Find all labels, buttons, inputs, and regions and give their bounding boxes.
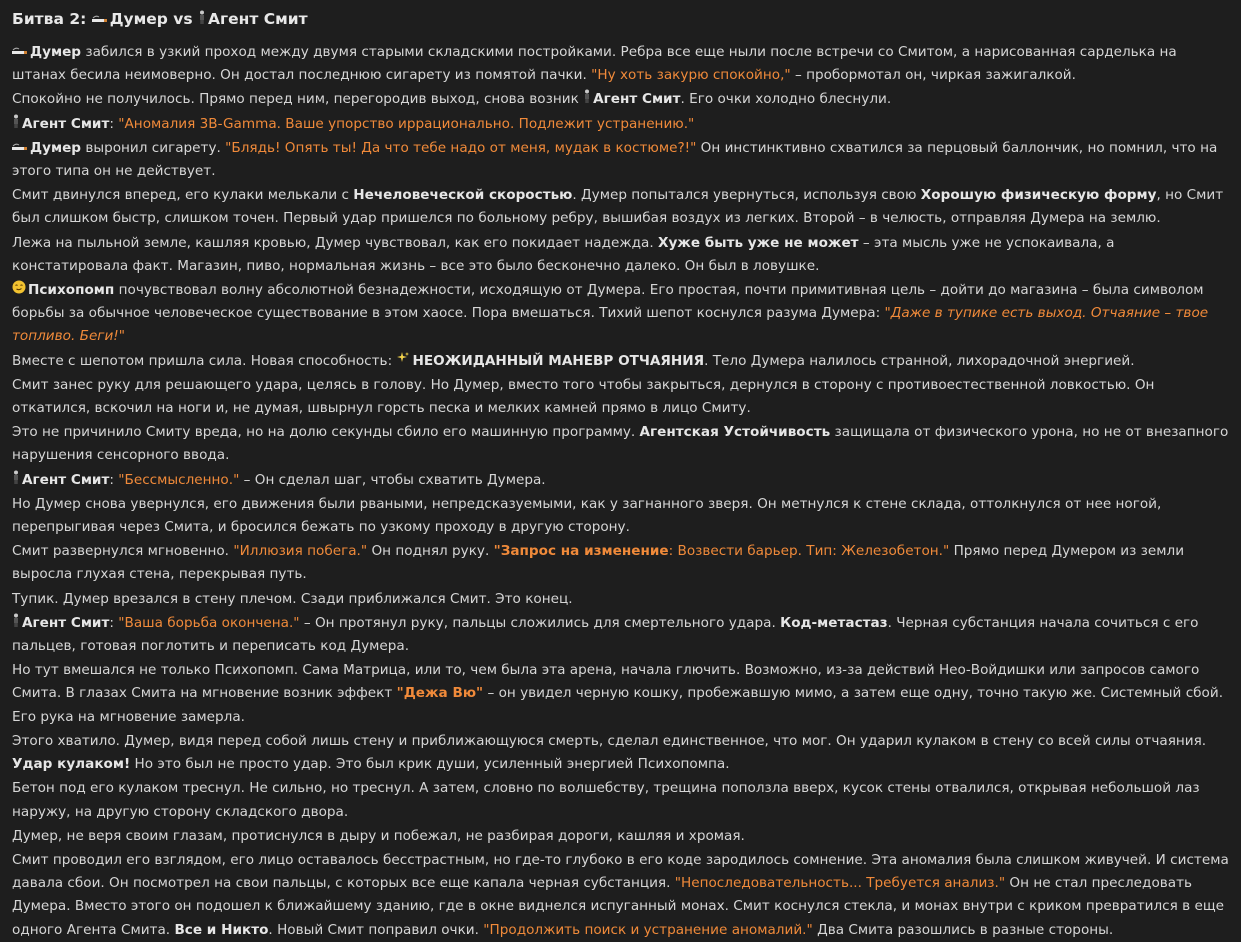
story-paragraph [12, 421, 1229, 467]
narration-text: Бетон под его кулаком треснул. Не сильно, но треснул. А затем, словно по волшебству, трещина поползла вверх, кусок стены отвалился, открывая небольшой лаз наружу, на другую сторону складского двора. [12, 780, 1200, 820]
narration-text: Прямо перед Думером из земли выросла глухая стена, перекрывая путь. [12, 543, 1185, 583]
narration-text: Думер, не веря своим глазам, протиснулся в дыру и побежал, не разбирая дороги, кашляя и хромая. [12, 827, 745, 844]
narration-text: Но Думер снова увернулся, его движения были рваными, непредсказуемыми, как у загнанного зверя. Он метнулся к стене склада, оттолкнулся от нее ногой, перепрыгивая через Смита, и бросился бежать по узкому проходу в другую сторону. [12, 495, 1162, 536]
narration-text: , но Смит был слишком быстр, слишком точен. Первый удар пришелся по больному ребру, вышибая воздух из легких. Второй – в челюсть, отправляя Думера на землю. [12, 187, 1224, 227]
bold-term: Удар кулаком! [12, 756, 131, 773]
narration-text: Это не причинило Смиту вреда, но на долю секунды сбило его машинную программу. [12, 424, 640, 441]
dialogue-quote: "Продолжить поиск и устранение аномалий." [483, 921, 813, 938]
narration-text: : [109, 115, 119, 132]
title-fighter-a: Думер [109, 10, 168, 28]
dialogue-quote: : Возвести барьер. Тип: Железобетон." [668, 543, 950, 560]
title-vs: vs [167, 10, 199, 28]
narration-text: Но это был не просто удар. Это был крик души, усиленный энергией Психопомпа. [130, 756, 730, 773]
story-paragraph [12, 849, 1229, 942]
narration-text: – он увидел черную кошку, пробежавшую мимо, а затем еще одну, точно такую же. Системный сбой. Его рука на мгновение замерла. [12, 685, 1224, 725]
sparkles-icon [396, 350, 410, 373]
bold-term: Думер [30, 139, 82, 156]
narration-text: – пробормотал он, чиркая зажигалкой. [790, 67, 1076, 84]
suit-man-icon [583, 88, 591, 111]
story-paragraph [12, 588, 1229, 611]
story-paragraph [12, 493, 1229, 539]
title-prefix: Битва 2: [12, 10, 92, 28]
story-body [12, 41, 1229, 942]
dialogue-quote: "Блядь! Опять ты! Да что тебе надо от меня, мудак в костюме?!" [225, 139, 697, 156]
narration-text: . Его очки холодно блеснули. [680, 91, 892, 108]
story-paragraph [12, 137, 1229, 183]
bold-term: Агент Смит [593, 91, 681, 108]
story-paragraph [12, 777, 1229, 823]
narration-text: . Черная субстанция начала сочиться с его пальцев, готовая поглотить и переписать код Думера. [12, 614, 1199, 655]
bold-term: НЕОЖИДАННЫЙ МАНЕВР ОТЧАЯНИЯ [412, 352, 705, 369]
narration-text: Спокойно не получилось. Прямо перед ним, перегородив выход, снова возник [12, 91, 584, 108]
whisper-quote: "Даже в тупике есть выход. Отчаяние – твое топливо. Беги!" [12, 305, 1209, 345]
dialogue-quote-bold: "Дежа Вю" [396, 685, 484, 702]
story-paragraph [12, 730, 1229, 776]
bold-term: Код-метастаз [780, 614, 888, 631]
narration-text: – эта мысль уже не успокаивала, а констатировала факт. Магазин, пиво, нормальная жизнь – все это было бесконечно далеко. Он был в ловушке. [12, 234, 1115, 274]
smirk-face-icon [12, 279, 26, 302]
cigarette-icon [12, 137, 28, 160]
story-paragraph [12, 612, 1229, 658]
narration-text: выронил сигарету. [81, 139, 226, 156]
cigarette-icon [92, 7, 108, 33]
narration-text: забился в узкий проход между двумя старыми складскими постройками. Ребра все еще ныли после встречи со Смитом, а нарисованная сарделька на штанах бесила неимоверно. Он достал последнюю сигарету из помятой пачки. [12, 44, 1177, 84]
dialogue-quote: "Аномалия 3B-Gamma. Ваше упорство иррационально. Подлежит устранению." [118, 115, 695, 132]
suit-man-icon [12, 469, 20, 492]
narration-text: Он поднял руку. [367, 543, 494, 560]
story-paragraph [12, 232, 1229, 278]
narration-text: . Думер попытался увернуться, используя свою [572, 187, 921, 204]
story-paragraph [12, 41, 1229, 87]
bold-term: Нечеловеческой скоростью [353, 187, 573, 204]
narration-text: Смит развернулся мгновенно. [12, 543, 234, 560]
dialogue-quote: "Ну хоть закурю спокойно," [591, 67, 791, 84]
cigarette-icon [12, 41, 28, 64]
story-paragraph [12, 184, 1229, 230]
narration-text: Вместе с шепотом пришла сила. Новая способность: [12, 352, 397, 369]
dialogue-quote: "Ваша борьба окончена." [118, 614, 300, 631]
narration-text: : [109, 614, 119, 631]
narration-text: . Новый Смит поправил очки. [268, 921, 484, 938]
suit-man-icon [198, 7, 206, 33]
narration-text: – Он протянул руку, пальцы сложились для смертельного удара. [299, 614, 781, 631]
bold-term: Все и Никто [174, 921, 269, 938]
bold-term: Хорошую физическую форму [920, 187, 1157, 204]
story-paragraph [12, 659, 1229, 729]
battle-title [12, 6, 1229, 33]
narration-text: Тупик. Думер врезался в стену плечом. Сзади приближался Смит. Это конец. [12, 590, 573, 607]
narration-text: Два Смита разошлись в разные стороны. [812, 921, 1114, 938]
dialogue-quote: "Иллюзия побега." [233, 543, 368, 560]
dialogue-quote-bold: "Запрос на изменение [493, 543, 669, 560]
narration-text: Но тут вмешался не только Психопомп. Сама Матрица, или то, чем была эта арена, начала глючить. Возможно, из-за действий Нео-Войдишки или запросов самого Смита. В глазах Смита на мгновение возник эффект [12, 662, 1200, 702]
dialogue-quote: "Бессмысленно." [118, 471, 240, 488]
story-paragraph [12, 374, 1229, 420]
bold-term: Хуже быть уже не может [657, 234, 859, 251]
story-paragraph [12, 279, 1229, 349]
narration-text: Смит занес руку для решающего удара, целясь в голову. Но Думер, вместо того чтобы закрыться, дернулся в сторону с противоестественной ловкостью. Он откатился, вскочил на ноги и, не думая, швырнул горсть песка и мелких камней прямо в лицо Смиту. [12, 376, 1155, 417]
bold-term: Агент Смит [22, 471, 110, 488]
story-paragraph [12, 540, 1229, 586]
story-paragraph [12, 825, 1229, 848]
suit-man-icon [12, 612, 20, 635]
narration-text: Этого хватило. Думер, видя перед собой лишь стену и приближающуюся смерть, сделал единственное, что мог. Он ударил кулаком в стену со всей силы отчаяния. [12, 732, 1207, 749]
narration-text: почувствовал волну абсолютной безнадежности, исходящую от Думера. Его простая, почти примитивная цель – дойти до магазина – была символом борьбы за обычное человеческое существование в этом хаосе. Пора вмешаться. Тихий шепот коснулся разума Думера: [12, 282, 1204, 322]
narration-text: Он не стал преследовать Думера. Вместо этого он подошел к ближайшему зданию, где в окне виднелся испуганный монах. Смит коснулся стекла, и монах внутри с криком превратился в еще одного Агента Смита. [12, 875, 1225, 938]
title-fighter-b: Агент Смит [208, 10, 308, 28]
bold-term: Агентская Устойчивость [639, 424, 831, 441]
bold-term: Думер [30, 44, 82, 60]
narration-text: . Тело Думера налилось странной, лихорадочной энергией. [704, 352, 1135, 369]
bold-term: Агент Смит [22, 115, 110, 132]
narration-text: защищала от физического урона, но не от внезапного нарушения сенсорного ввода. [12, 424, 1229, 464]
story-paragraph [12, 88, 1229, 111]
suit-man-icon [12, 113, 20, 136]
dialogue-quote: "Непоследовательность... Требуется анализ." [674, 875, 1006, 892]
narration-text: Лежа на пыльной земле, кашляя кровью, Думер чувствовал, как его покидает надежда. [12, 234, 658, 251]
bold-term: Агент Смит [22, 614, 110, 631]
story-paragraph [12, 469, 1229, 492]
story-paragraph [12, 350, 1229, 373]
narration-text: Смит двинулся вперед, его кулаки мелькали с [12, 187, 354, 204]
story-paragraph [12, 113, 1229, 136]
narration-text: : [109, 471, 119, 488]
narration-text: – Он сделал шаг, чтобы схватить Думера. [239, 471, 546, 488]
bold-term: Психопомп [28, 282, 115, 299]
narration-text: Смит проводил его взглядом, его лицо оставалось бесстрастным, но где-то глубоко в его коде зародилось сомнение. Эта аномалия была слишком живучей. И система давала сбои. Он посмотрел на свои пальцы, с которых все еще капала черная субстанция. [12, 851, 1229, 892]
narration-text: Он инстинктивно схватился за перцовый баллончик, но помнил, что на этого типа он не действует. [12, 139, 1218, 180]
